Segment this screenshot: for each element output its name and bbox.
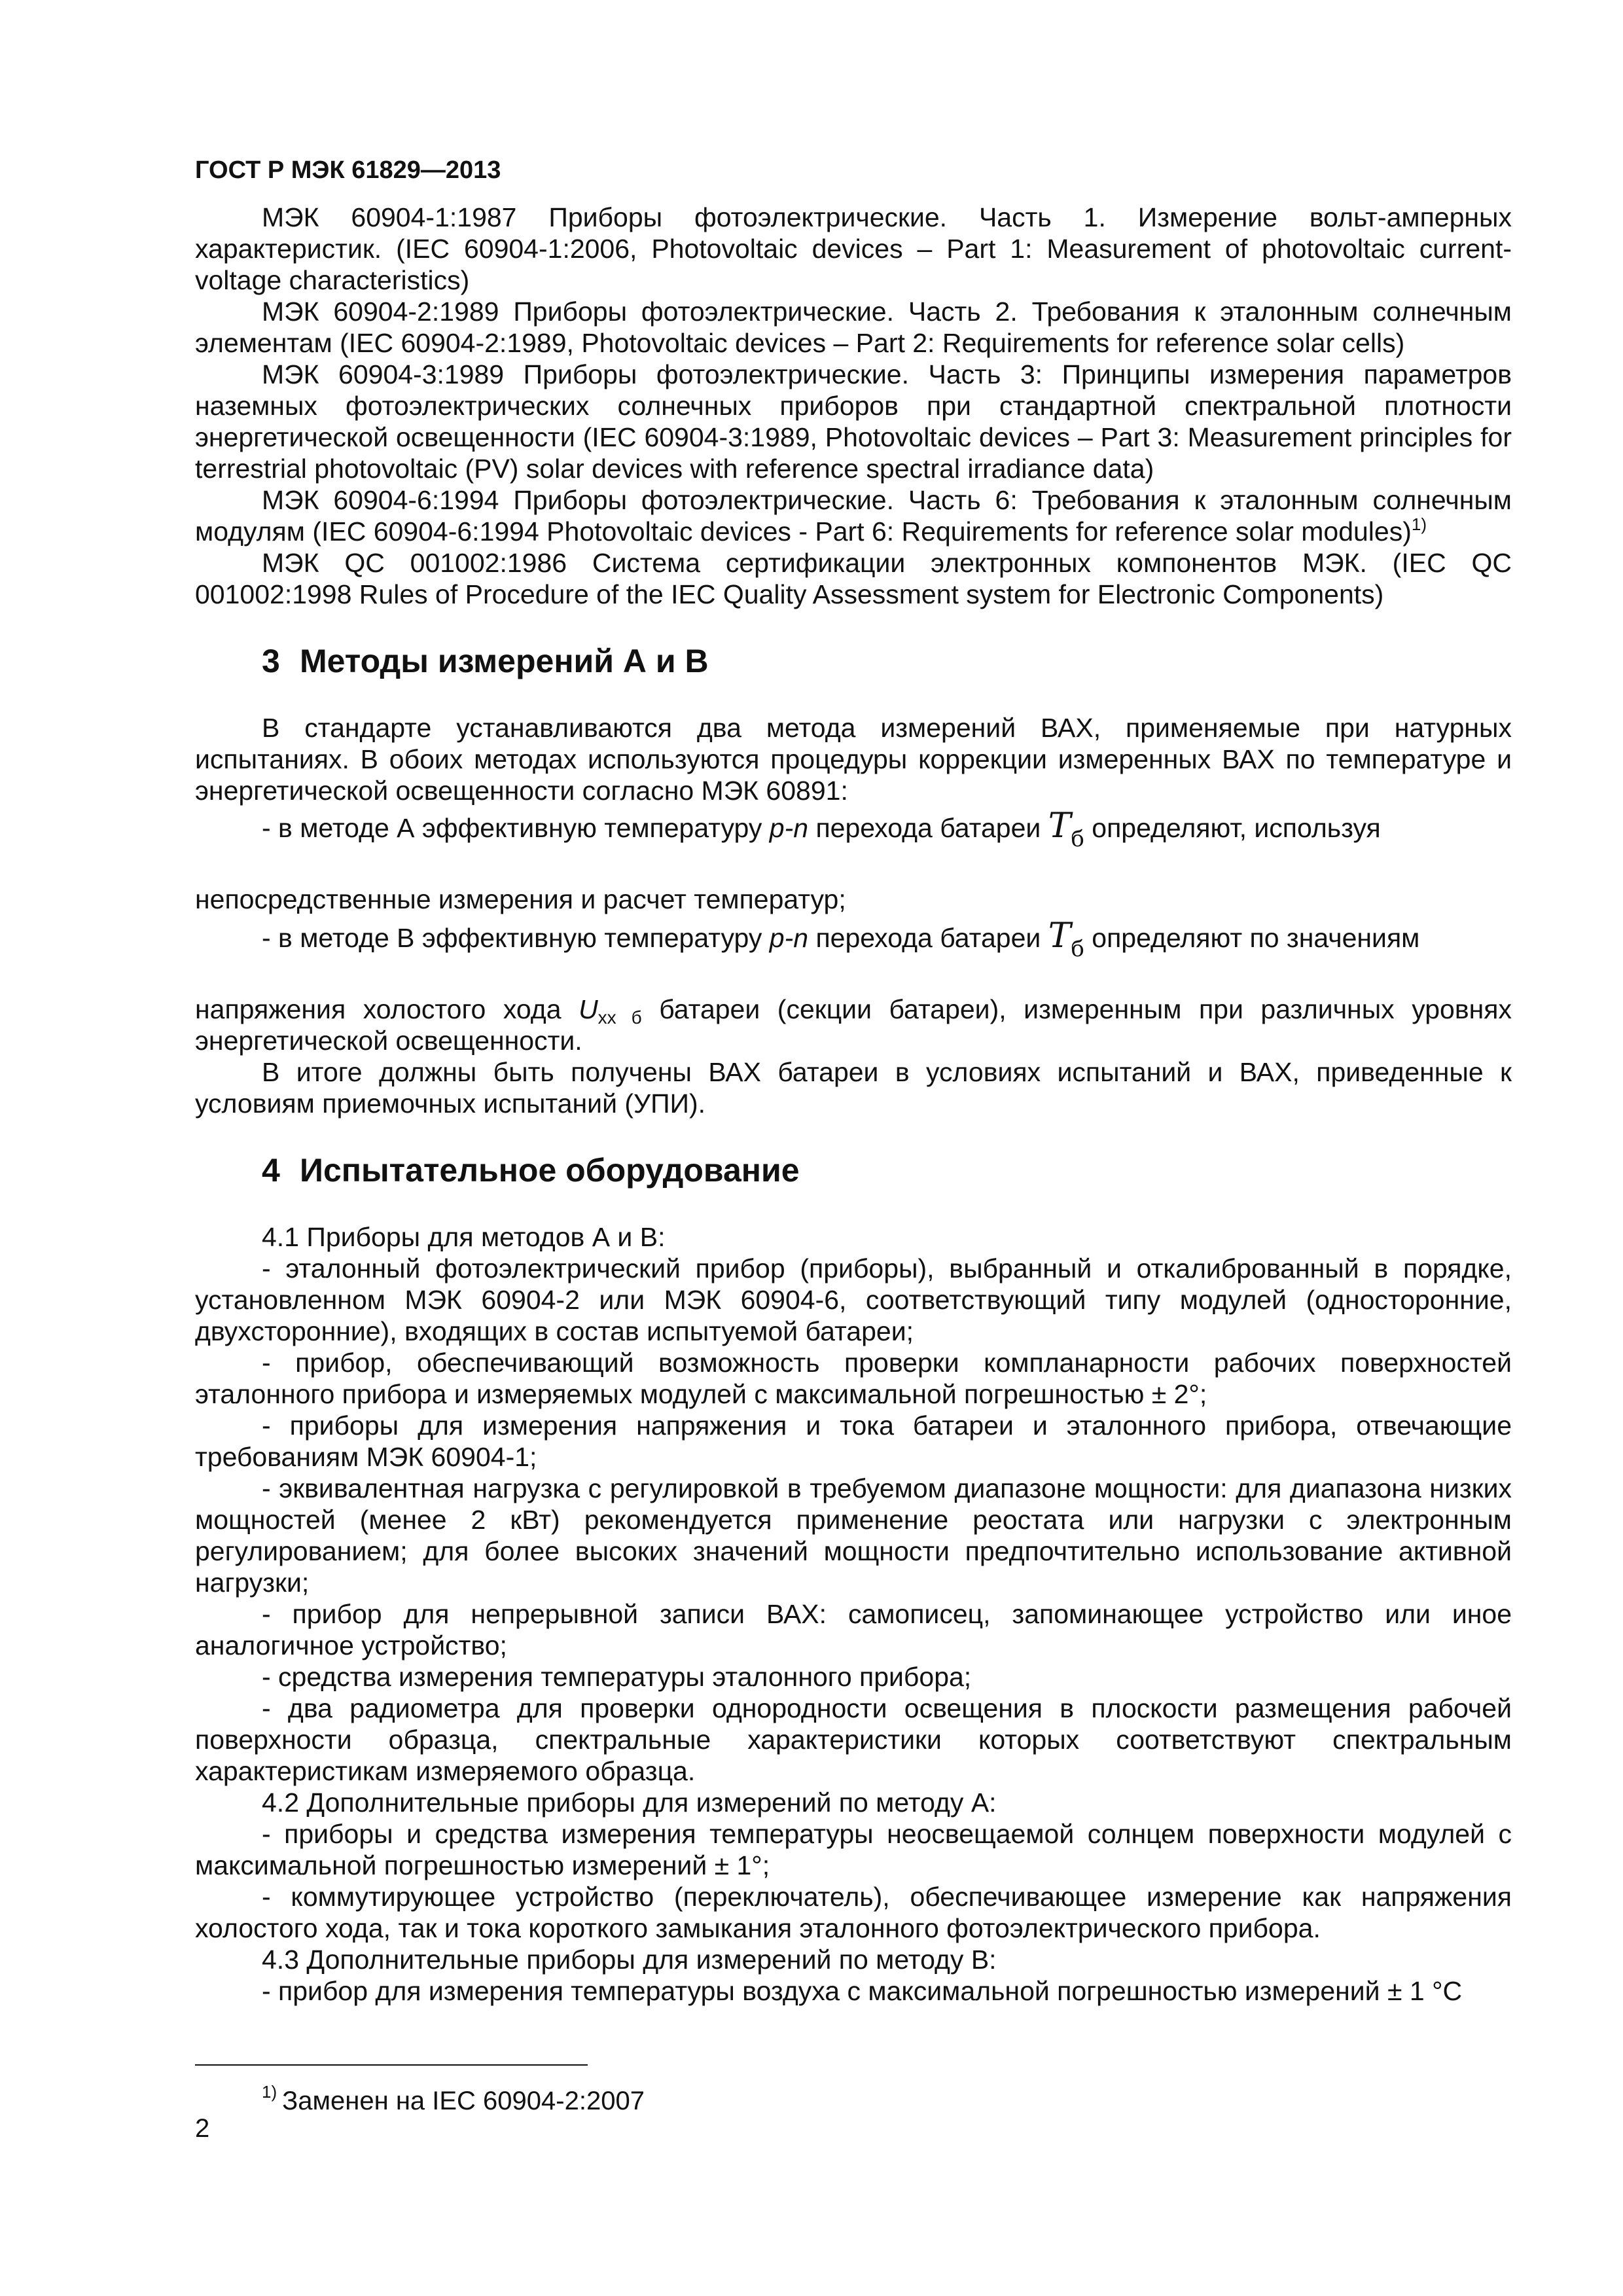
section-3-intro: В стандарте устанавливаются два метода измерений ВАХ, применяемые при натурных испытаниях. В обоих методах используются процедуры коррекции измеренных ВАХ по температуре и энергетической освещенности согласно МЭК 60891: <box>195 713 1512 806</box>
section-4-number: 4 <box>262 1152 280 1189</box>
method-a-line: - в методе А эффективную температуру р-n перехода батареи $T_б$ определяют, используя <box>262 806 1381 852</box>
section-3-number: 3 <box>262 643 280 679</box>
item-4-2-b: - коммутирующее устройство (переключатель), обеспечивающее измерение как напряжения холостого хода, так и тока короткого замыкания эталонного фотоэлектрического прибора. <box>195 1882 1512 1943</box>
section-3-title: Методы измерений А и В <box>300 643 709 679</box>
footnote-marker: 1) <box>1411 514 1427 534</box>
item-4-1-b: - прибор, обеспечивающий возможность проверки компланарности рабочих поверхностей эталонного прибора и измеряемых модулей с максимальной погрешностью ± 2°; <box>195 1348 1512 1409</box>
section-4-title: Испытательное оборудование <box>300 1152 800 1189</box>
battery-temperature-symbol: $T_б$ <box>1048 806 1084 852</box>
clause-4-2: 4.2 Дополнительные приборы для измерений по методу А: <box>262 1787 997 1818</box>
page-number: 2 <box>195 2114 210 2143</box>
item-4-1-d: - эквивалентная нагрузка с регулировкой в требуемом диапазоне мощности: для диапазона низких мощностей (менее 2 кВт) рекомендуется применение реостата или нагрузки с электронным регулированием; для более высоких значений мощности предпочтительно использование активной нагрузки; <box>195 1473 1512 1598</box>
footnote: $^{1)}$ Заменен на IEC 60904-2:2007 <box>262 2082 645 2115</box>
page-body <box>195 202 1512 2007</box>
item-4-1-e: - прибор для непрерывной записи ВАХ: самописец, запоминающее устройство или иное аналогичное устройство; <box>195 1599 1512 1660</box>
footnote-separator <box>195 2064 588 2066</box>
ref-iec-qc-001002: МЭК QC 001002:1986 Система сертификации электронных компонентов МЭК. (IEC QC 001002:1998 Rules of Procedure of the IEC Quality Assessment system for Electronic Components) <box>195 548 1512 609</box>
item-4-1-g: - два радиометра для проверки однородности освещения в плоскости размещения рабочей поверхности образца, спектральные характеристики которых соответствуют спектральным характеристикам измеряемого образца. <box>195 1693 1512 1786</box>
section-3-heading <box>195 641 1512 681</box>
clause-4-1: 4.1 Приборы для методов А и В: <box>262 1222 666 1252</box>
item-4-1-f: - средства измерения температуры эталонного прибора; <box>262 1662 972 1692</box>
standard-header: ГОСТ Р МЭК 61829—2013 <box>195 156 501 184</box>
item-4-1-c: - приборы для измерения напряжения и тока батареи и эталонного прибора, отвечающие требованиям МЭК 60904-1; <box>195 1410 1512 1472</box>
section-4-heading <box>195 1151 1512 1190</box>
battery-temperature-symbol-b: $T_б$ <box>1048 916 1084 962</box>
section-3-conclusion: В итоге должны быть получены ВАХ батареи в условиях испытаний и ВАХ, приведенные к условиям приемочных испытаний (УПИ). <box>195 1057 1512 1119</box>
item-4-1-a: - эталонный фотоэлектрический прибор (приборы), выбранный и откалиброванный в порядке, установленном МЭК 60904-2 или МЭК 60904-6, соответствующий типу модулей (односторонние, двухсторонние), входящих в состав испытуемой батареи; <box>195 1253 1512 1346</box>
clause-4-3: 4.3 Дополнительные приборы для измерений по методу В: <box>262 1945 997 1975</box>
method-b-continuation: напряжения холостого хода Uхх б батареи (секции батареи), измеренным при различных уровнях энергетической освещенности. <box>195 994 1512 1056</box>
ref-iec-60904-6: МЭК 60904-6:1994 Приборы фотоэлектрические. Часть 6: Требования к эталонным солнечным модулям (IEC 60904-6:1994 Photovoltaic devices - Part 6: Requirements for reference solar modules)$^{1)}$ <box>195 485 1512 547</box>
ref-iec-60904-3: МЭК 60904-3:1989 Приборы фотоэлектрические. Часть 3: Принципы измерения параметров наземных фотоэлектрических солнечных приборов при стандартной спектральной плотности энергетической освещенности (IEC 60904-3:1989, Photovoltaic devices – Part 3: Measurement principles for terrestrial photovoltaic (PV) solar devices with reference spectral irradiance data) <box>195 359 1512 484</box>
item-4-2-a: - приборы и средства измерения температуры неосвещаемой солнцем поверхности модулей с максимальной погрешностью измерений ± 1°; <box>195 1819 1512 1880</box>
item-4-3-a: - прибор для измерения температуры воздуха с максимальной погрешностью измерений ± 1 °С <box>262 1976 1463 2006</box>
ref-iec-60904-2: МЭК 60904-2:1989 Приборы фотоэлектрические. Часть 2. Требования к эталонным солнечным элементам (IEC 60904-2:1989, Photovoltaic devices – Part 2: Requirements for reference solar cells) <box>195 296 1512 358</box>
method-a-continuation: непосредственные измерения и расчет температур; <box>195 884 846 914</box>
method-b-line: - в методе В эффективную температуру р-n перехода батареи $T_б$ определяют по значениям <box>262 916 1420 962</box>
ref-iec-60904-1: МЭК 60904-1:1987 Приборы фотоэлектрические. Часть 1. Измерение вольт-амперных характеристик. (IEC 60904-1:2006, Photovoltaic devices – Part 1: Measurement of photovoltaic current-voltage characteristics) <box>195 202 1512 295</box>
